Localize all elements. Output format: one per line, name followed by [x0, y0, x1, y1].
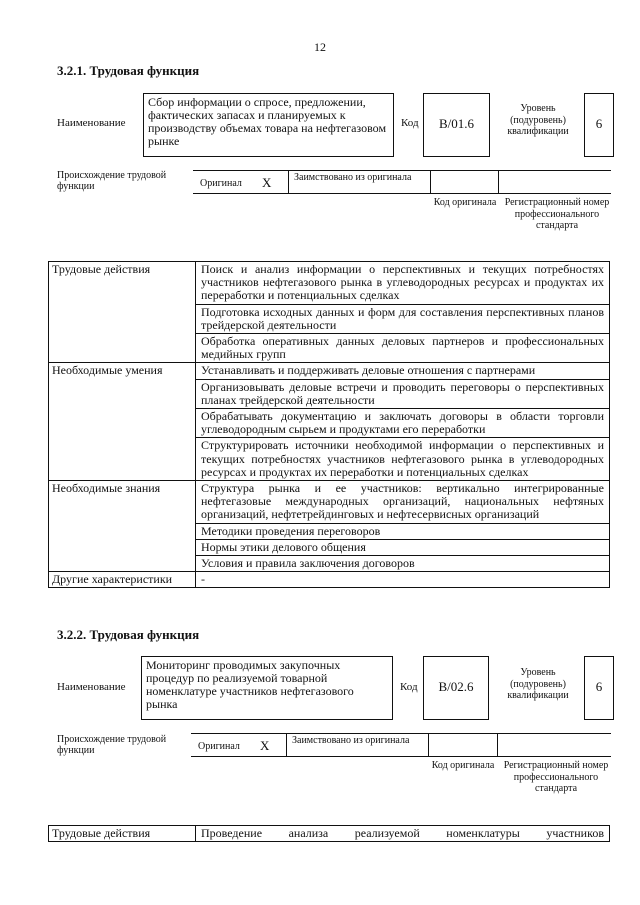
original-label: Оригинал — [200, 178, 242, 189]
skill-item: Устанавливать и поддерживать деловые отношения с партнерами — [196, 363, 610, 379]
function-table-2 — [48, 825, 610, 842]
code-original-label: Код оригинала — [433, 197, 497, 208]
borrowed-label: Заимствовано из оригинала — [294, 172, 412, 183]
knowledge-item: Методики проведения переговоров — [196, 523, 610, 539]
section-heading-322: 3.2.2. Трудовая функция — [57, 627, 200, 642]
divider — [428, 734, 429, 756]
other-value: - — [196, 572, 610, 588]
divider — [286, 734, 287, 756]
skill-item: Обрабатывать документацию и заключать договоры в области торговли углеводородным сырьем и продуктами его переработки — [196, 409, 610, 438]
level-label: Уровень (подуровень) квалификации — [507, 103, 569, 137]
level-box: 6 — [584, 656, 614, 720]
action-item: Обработка оперативных данных деловых партнеров и профессиональных медийных групп — [196, 334, 610, 363]
original-mark: X — [260, 738, 270, 753]
divider — [288, 171, 289, 193]
function-name-box: Мониторинг проводимых закупочных процедур по реализуемой товарной номенклатуре участников нефтегазового рынка — [141, 656, 393, 720]
action-item: Проведение анализа реализуемой номенклатуры участников — [196, 826, 610, 842]
origin-row — [191, 733, 611, 757]
original-mark: X — [262, 175, 272, 190]
code-label: Код — [400, 681, 418, 693]
divider — [497, 734, 498, 756]
actions-label: Трудовые действия — [49, 262, 196, 363]
skill-item: Структурировать источники необходимой информации о перспективных и текущих потребностях участников нефтегазового рынка в углеводородных ресурсах и продуктах их переработки и потенциальных сделках — [196, 438, 610, 481]
code-label: Код — [401, 117, 419, 129]
other-label: Другие характеристики — [49, 572, 196, 588]
name-label: Наименование — [57, 117, 126, 129]
origin-label: Происхождение трудовой функции — [57, 170, 167, 192]
origin-row — [193, 170, 611, 194]
code-box: B/02.6 — [423, 656, 489, 720]
origin-label: Происхождение трудовой функции — [57, 734, 167, 756]
function-name-box: Сбор информации о спросе, предложении, фактических запасах и планируемых к производству объемах товара на нефтегазовом рынке — [143, 93, 394, 157]
reg-number-label: Регистрационный номер профессионального стандарта — [504, 197, 610, 231]
knowledge-item: Условия и правила заключения договоров — [196, 556, 610, 572]
skill-item: Организовывать деловые встречи и проводить переговоры о перспективных планах трейдерской деятельности — [196, 379, 610, 408]
skills-label: Необходимые умения — [49, 363, 196, 481]
level-box: 6 — [584, 93, 614, 157]
code-original-label: Код оригинала — [431, 760, 495, 771]
name-label: Наименование — [57, 681, 126, 693]
action-item: Поиск и анализ информации о перспективных и текущих потребностях участников нефтегазового рынка в углеводородных ресурсах и продуктах их переработки и потенциальных сделках — [196, 262, 610, 305]
knowledge-item: Структура рынка и ее участников: вертикально интегрированные нефтегазовые международных организаций, национальных нефтяных организаций, нефтетрейдинговых и нефтесервисных организаций — [196, 481, 610, 524]
knowledge-label: Необходимые знания — [49, 481, 196, 572]
knowledge-item: Нормы этики делового общения — [196, 539, 610, 555]
level-label: Уровень (подуровень) квалификации — [507, 667, 569, 701]
section-heading-321: 3.2.1. Трудовая функция — [57, 63, 200, 78]
original-label: Оригинал — [198, 741, 240, 752]
borrowed-label: Заимствовано из оригинала — [292, 735, 410, 746]
divider — [430, 171, 431, 193]
function-table-1 — [48, 261, 610, 588]
actions-label: Трудовые действия — [49, 826, 196, 842]
page-number: 12 — [314, 40, 326, 54]
reg-number-label: Регистрационный номер профессионального стандарта — [503, 760, 609, 794]
divider — [498, 171, 499, 193]
action-item: Подготовка исходных данных и форм для составления перспективных планов трейдерской деятельности — [196, 304, 610, 333]
code-box: B/01.6 — [423, 93, 490, 157]
